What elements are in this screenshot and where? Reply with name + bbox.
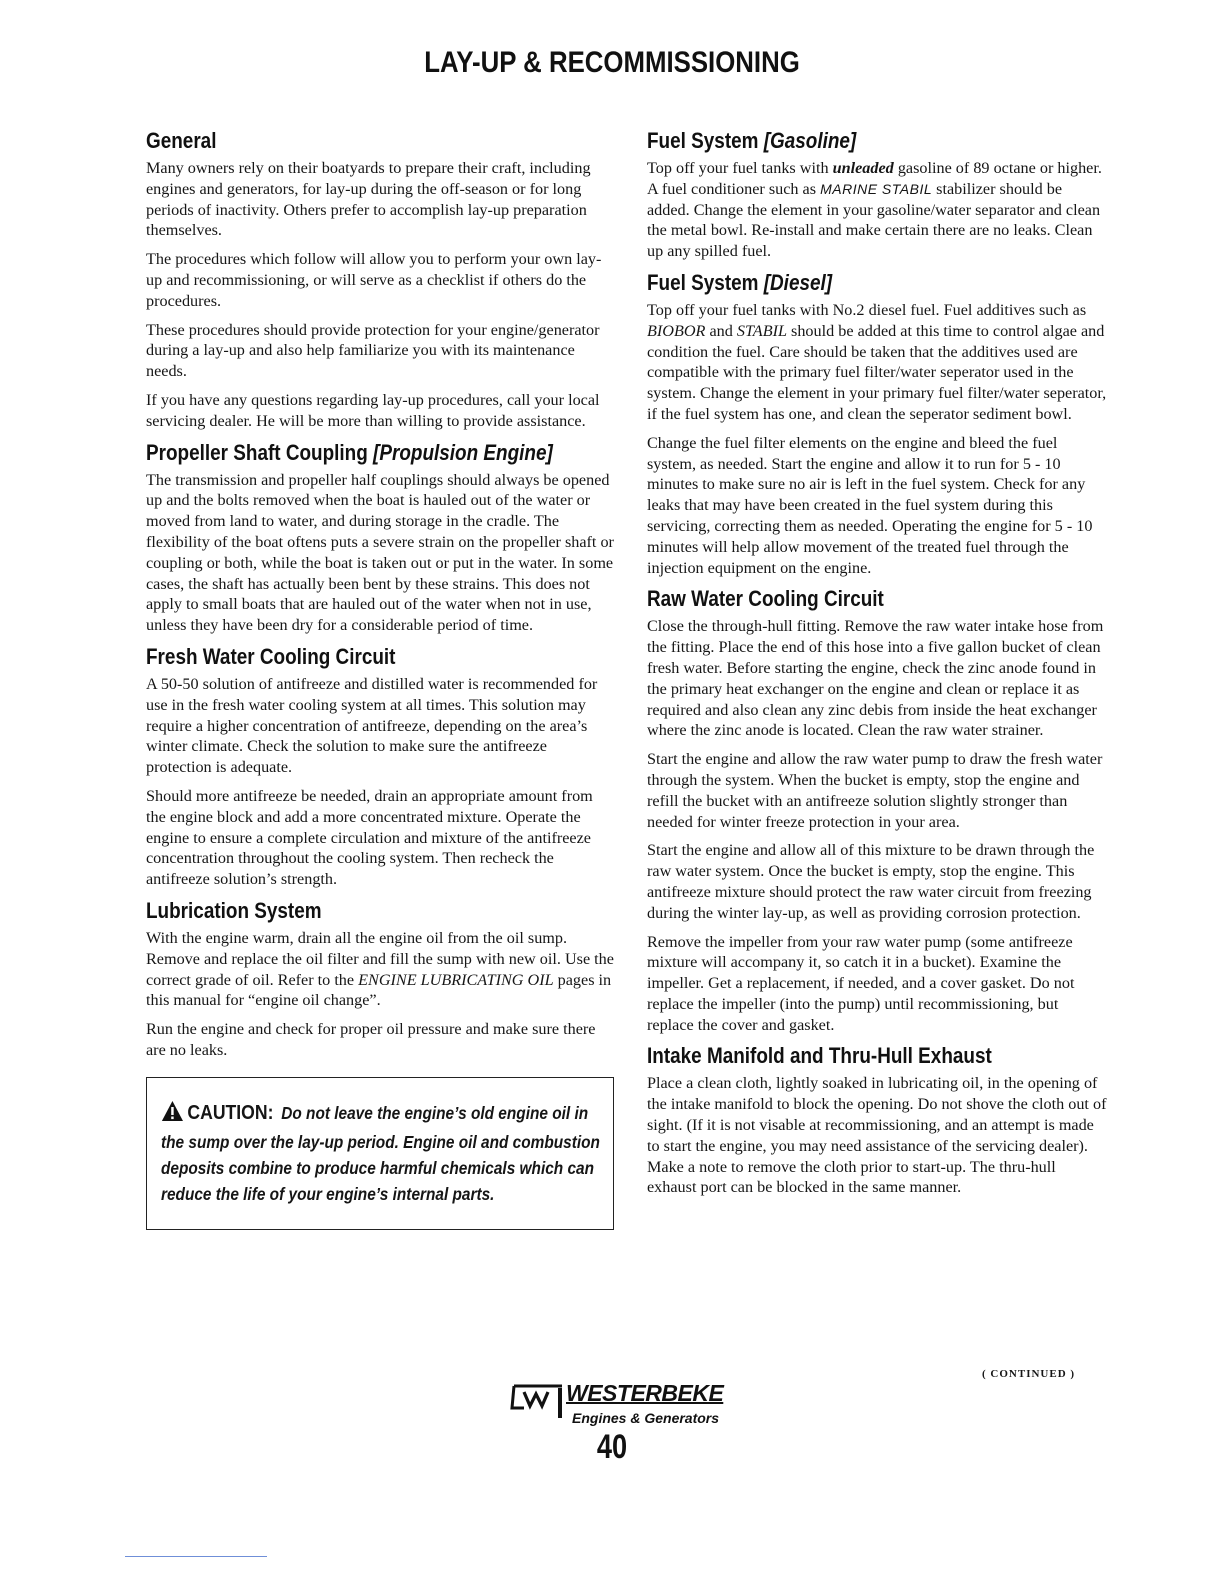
- fuel-diesel-p1: [647, 300, 1107, 425]
- lubrication-ref: ENGINE LUBRICATING OIL: [358, 970, 554, 989]
- brand-tagline: Engines & Generators: [572, 1410, 720, 1426]
- left-column: [146, 128, 614, 1230]
- raw-water-p1: Close the through-hull fitting. Remove the raw water intake hose from the fitting. Place the end of this hose into a five gallon bucket of clean fresh water. Before starting the engine, check the zinc anode found in the primary heat exchanger on the engine and clean or replace it as required and also clean any zinc debis from inside the heat exchanger where the zinc anode is located. Clean the raw water strainer.: [647, 617, 1104, 740]
- heading-propeller-tag: [Propulsion Engine]: [373, 439, 553, 465]
- fresh-water-p1: A 50-50 solution of antifreeze and distilled water is recommended for use in the fresh water cooling system at all times. This solution may require a higher concentration of antifreeze, depending on the area’s winter climate. Check the solution to make sure the antifreeze protection is adequate.: [146, 674, 598, 777]
- general-p1: Many owners rely on their boatyards to prepare their craft, including engines and generators, for lay-up during the off-season or for long periods of inactivity. Others prefer to accomplish lay-up preparation themselves.: [146, 159, 591, 240]
- heading-fuel-gasoline: [647, 128, 1043, 154]
- section-fuel-diesel: [647, 270, 1107, 578]
- heading-intake: Intake Manifold and Thru-Hull Exhaust: [647, 1043, 992, 1069]
- section-fresh-water: [146, 644, 614, 890]
- heading-raw-water: Raw Water Cooling Circuit: [647, 586, 884, 612]
- fresh-water-p2: Should more antifreeze be needed, drain an appropriate amount from the engine block and add a more concentrated mixture. Operate the engine to ensure a complete circulation and mixture of the antifreeze concentration throughout the cooling system. Then recheck the antifreeze solution’s strength.: [146, 786, 593, 889]
- logo-mark-icon: [510, 1382, 566, 1422]
- westerbeke-logo: [510, 1382, 770, 1432]
- heading-fuel-diesel-text: Fuel System: [647, 269, 764, 295]
- fuel-diesel-brand2: STABIL: [736, 321, 787, 340]
- heading-fuel-diesel: [647, 270, 1043, 296]
- lubrication-p1: [146, 928, 614, 1011]
- heading-fresh-water: Fresh Water Cooling Circuit: [146, 643, 396, 669]
- general-p3: These procedures should provide protection for your engine/generator during a lay-up and also help familiarize you with its maintenance needs.: [146, 320, 600, 381]
- fuel-diesel-p2: Change the fuel filter elements on the engine and bleed the fuel system, as needed. Start the engine and allow it to run for 5 - 10 minutes to make sure no air is left in the fuel system. Check for any leaks that may have been created in the fuel system during this servicing, correcting them as needed. Operating the engine for 5 - 10 minutes will help allow movement of the treated fuel through the injection equipment on the engine.: [647, 433, 1093, 577]
- fuel-gas-a: Top off your fuel tanks with: [647, 159, 833, 177]
- fuel-diesel-mid: and: [705, 321, 737, 340]
- section-general: [146, 128, 614, 432]
- fuel-gas-b: gasoline of 89 octane or higher. A fuel conditioner such as: [647, 159, 1102, 198]
- page-title: LAY-UP & RECOMMISSIONING: [424, 46, 800, 79]
- fuel-gas-brand: MARINE STABIL: [820, 180, 933, 197]
- page-number: 40: [596, 1428, 628, 1466]
- lubrication-p1-b: pages in this manual for “engine oil change”.: [146, 970, 612, 1010]
- general-p2: The procedures which follow will allow you to perform your own lay-up and recommissioning, or will serve as a checklist if others do the procedures.: [146, 250, 602, 310]
- heading-propeller-text: Propeller Shaft Coupling: [146, 439, 374, 465]
- caution-box: [146, 1077, 614, 1230]
- caution-text: Do not leave the engine’s old engine oil in the sump over the lay-up period. Engine oil and combustion deposits combine to produce harmful chemicals which can reduce the life of your engine’s internal parts.: [161, 1102, 600, 1204]
- general-p4: If you have any questions regarding lay-up procedures, call your local servicing dealer. He will be more than willing to provide assistance.: [146, 390, 600, 430]
- caution-label: CAUTION:: [187, 1101, 274, 1124]
- warning-triangle-icon: [161, 1100, 184, 1129]
- fuel-gas-c: stabilizer should be added. Change the element in your gasoline/water separator and clean the metal bowl. Re-install and make certain there are no leaks. Clean up any spilled fuel.: [647, 179, 1101, 261]
- fuel-diesel-c: should be added at this time to control algae and condition the fuel. Care should be taken that the additives used are compatible with the primary fuel filter/water seperator used in the system. Change the element in your primary fuel filter/water seperator, if the fuel system has one, and clean the seperator sediment bowl.: [647, 321, 1107, 423]
- continued-note: ( CONTINUED ): [982, 1368, 1076, 1380]
- section-intake: [647, 1043, 1107, 1198]
- heading-fuel-diesel-tag: [Diesel]: [763, 269, 833, 295]
- lubrication-p2: Run the engine and check for proper oil pressure and make sure there are no leaks.: [146, 1020, 596, 1059]
- heading-fuel-gasoline-tag: [Gasoline]: [763, 128, 857, 153]
- footer-rule: [125, 1556, 267, 1557]
- heading-general: General: [146, 128, 217, 153]
- raw-water-p4: Remove the impeller from your raw water pump (some antifreeze mixture will accompany it, so catch it in a bucket). Examine the impeller. Get a replacement, if needed, and a cover gasket. Do not replace the impeller (into the pump) until recommissioning, but replace the cover and gasket.: [647, 932, 1075, 1034]
- fuel-diesel-a: Top off your fuel tanks with No.2 diesel fuel. Fuel additives such as: [647, 300, 1087, 319]
- caution-body: [161, 1100, 605, 1207]
- raw-water-p2: Start the engine and allow the raw water pump to draw the fresh water through the system. When the bucket is empty, stop the engine and refill the bucket with an antifreeze solution slightly stronger than needed for winter freeze protection in your area.: [647, 750, 1103, 831]
- section-propeller: [146, 440, 614, 636]
- right-column: [647, 128, 1107, 1206]
- section-fuel-gasoline: [647, 128, 1107, 262]
- lubrication-p1-a: With the engine warm, drain all the engine oil from the oil sump. Remove and replace the oil filter and fill the sump with new oil. Use the correct grade of oil. Refer to the: [146, 928, 614, 989]
- fuel-gasoline-p1: [647, 158, 1107, 262]
- propeller-p1: The transmission and propeller half couplings should always be opened up and the bolts removed when the boat is hauled out of the water or moved from land to water, and during storage in the cradle. The flexibility of the boat oftens puts a severe strain on the propeller shaft or coupling or both, while the boat is taken out or put in the water. In some cases, the shaft has actually been bent by these strains. This does not apply to small boats that are hauled out of the water when not in use, unless they have been dry for a considerable period of time.: [146, 470, 614, 635]
- fuel-diesel-brand1: BIOBOR: [647, 321, 706, 340]
- intake-p1: Place a clean cloth, lightly soaked in lubricating oil, in the opening of the intake manifold to block the opening. Do not shove the cloth out of sight. (If it is not visable at recommissioning, and an attempt is made to start the engine, you may need assistance of the servicing dealer). Make a note to remove the cloth prior to start-up. The thru-hull exhaust port can be blocked in the same manner.: [647, 1074, 1107, 1197]
- heading-fuel-gasoline-text: Fuel System: [647, 128, 764, 153]
- heading-propeller: [146, 439, 553, 466]
- brand-name: WESTERBEKE: [566, 1380, 724, 1406]
- raw-water-p3: Start the engine and allow all of this mixture to be drawn through the raw water system. Once the bucket is empty, stop the engine. This antifreeze mixture should protect the raw water circuit from freezing during the winter lay-up, as well as providing corrosion protection.: [647, 841, 1095, 922]
- section-raw-water: [647, 586, 1107, 1035]
- section-lubrication: [146, 898, 614, 1061]
- fuel-gas-em: unleaded: [832, 159, 894, 177]
- heading-lubrication: Lubrication System: [146, 897, 322, 923]
